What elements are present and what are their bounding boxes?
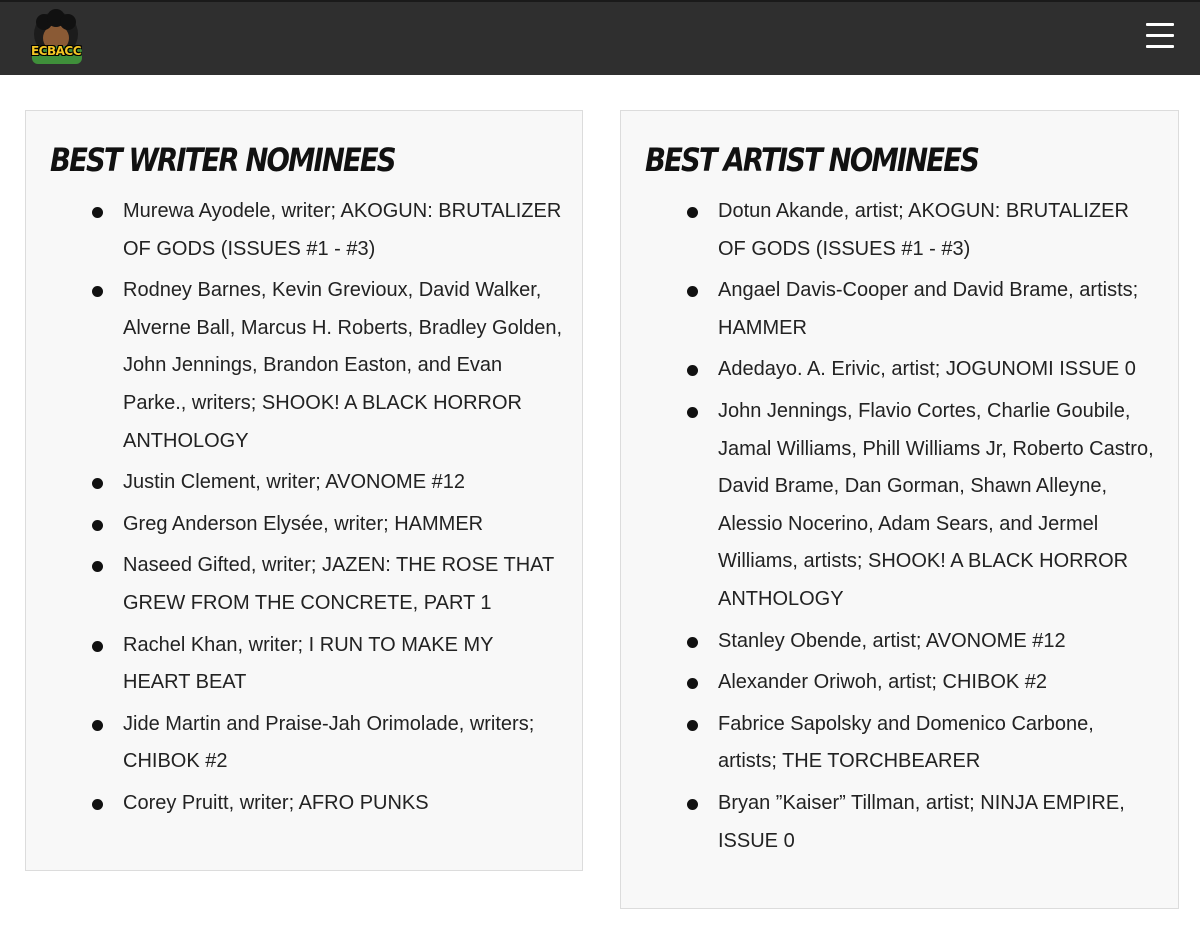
best-artist-list — [621, 193, 1158, 864]
bullet-icon — [92, 561, 103, 572]
nominee-text: Greg Anderson Elysée, writer; HAMMER — [123, 512, 484, 535]
nominee-text: Rachel Khan, writer; I RUN TO MAKE MY HEART BEAT — [123, 633, 494, 694]
list-item — [621, 785, 1158, 860]
list-item — [26, 193, 563, 268]
nominee-text: Justin Clement, writer; AVONOME #12 — [123, 471, 465, 494]
list-item — [26, 464, 563, 502]
nominee-text: Alexander Oriwoh, artist; CHIBOK #2 — [718, 671, 1048, 694]
list-item — [621, 623, 1158, 661]
best-writer-list — [26, 193, 563, 827]
nominee-text: Rodney Barnes, Kevin Grevioux, David Walker, Alverne Ball, Marcus H. Roberts, Bradley Golden, John Jennings, Brandon Easton, and Evan Parke., writers; SHOOK! A BLACK HORROR ANTHOLOGY — [123, 279, 563, 452]
bullet-icon — [92, 286, 103, 297]
bullet-icon — [687, 637, 698, 648]
bullet-icon — [92, 478, 103, 489]
bullet-icon — [687, 365, 698, 376]
nominee-text: Corey Pruitt, writer; AFRO PUNKS — [123, 791, 429, 814]
nominee-text: Murewa Ayodele, writer; AKOGUN: BRUTALIZER OF GODS (ISSUES #1 - #3) — [123, 200, 562, 260]
nominee-text: Naseed Gifted, writer; JAZEN: THE ROSE THAT GREW FROM THE CONCRETE, PART 1 — [123, 554, 554, 614]
nominee-text: Angael Davis-Cooper and David Brame, artists; HAMMER — [718, 279, 1139, 339]
bullet-icon — [687, 678, 698, 689]
best-writer-heading: BEST WRITER NOMINEES — [50, 141, 395, 179]
list-item — [26, 785, 563, 823]
bullet-icon — [92, 207, 103, 218]
bullet-icon — [92, 799, 103, 810]
bullet-icon — [687, 720, 698, 731]
nominee-text: Dotun Akande, artist; AKOGUN: BRUTALIZER OF GODS (ISSUES #1 - #3) — [718, 200, 1129, 260]
list-item — [621, 664, 1158, 702]
best-artist-heading: BEST ARTIST NOMINEES — [645, 141, 979, 179]
list-item — [26, 627, 563, 702]
nominee-text: Stanley Obende, artist; AVONOME #12 — [718, 629, 1066, 652]
ecbacc-logo[interactable] — [26, 8, 86, 70]
nominee-text: John Jennings, Flavio Cortes, Charlie Goubile, Jamal Williams, Phill Williams Jr, Roberto Castro, David Brame, Dan Gorman, Shawn Alleyne, Alessio Nocerino, Adam Sears, and Jermel Williams, artists; SHOOK! A BLACK HORROR ANTHOLOGY — [718, 399, 1154, 610]
nominee-text: Adedayo. A. Erivic, artist; JOGUNOMI ISSUE 0 — [718, 358, 1136, 381]
nominee-text: Fabrice Sapolsky and Domenico Carbone, artists; THE TORCHBEARER — [718, 712, 1094, 773]
hamburger-menu-icon[interactable] — [1140, 16, 1180, 56]
list-item — [621, 393, 1158, 619]
list-item — [621, 706, 1158, 781]
logo-avatar-icon — [26, 8, 86, 70]
bullet-icon — [687, 286, 698, 297]
best-artist-nominees-card — [620, 110, 1179, 909]
bullet-icon — [92, 720, 103, 731]
top-navigation-bar — [0, 0, 1200, 75]
list-item — [621, 193, 1158, 268]
list-item — [621, 272, 1158, 347]
logo-text: ECBACC — [30, 44, 82, 58]
bullet-icon — [687, 407, 698, 418]
list-item — [621, 351, 1158, 389]
list-item — [26, 706, 563, 781]
bullet-icon — [687, 207, 698, 218]
bullet-icon — [92, 520, 103, 531]
nominee-text: Bryan ”Kaiser” Tillman, artist; NINJA EMPIRE, ISSUE 0 — [718, 791, 1125, 852]
list-item — [26, 547, 563, 622]
list-item — [26, 506, 563, 544]
bullet-icon — [92, 641, 103, 652]
nominee-text: Jide Martin and Praise-Jah Orimolade, writers; CHIBOK #2 — [123, 712, 535, 773]
best-writer-nominees-card — [25, 110, 583, 871]
bullet-icon — [687, 799, 698, 810]
list-item — [26, 272, 563, 460]
